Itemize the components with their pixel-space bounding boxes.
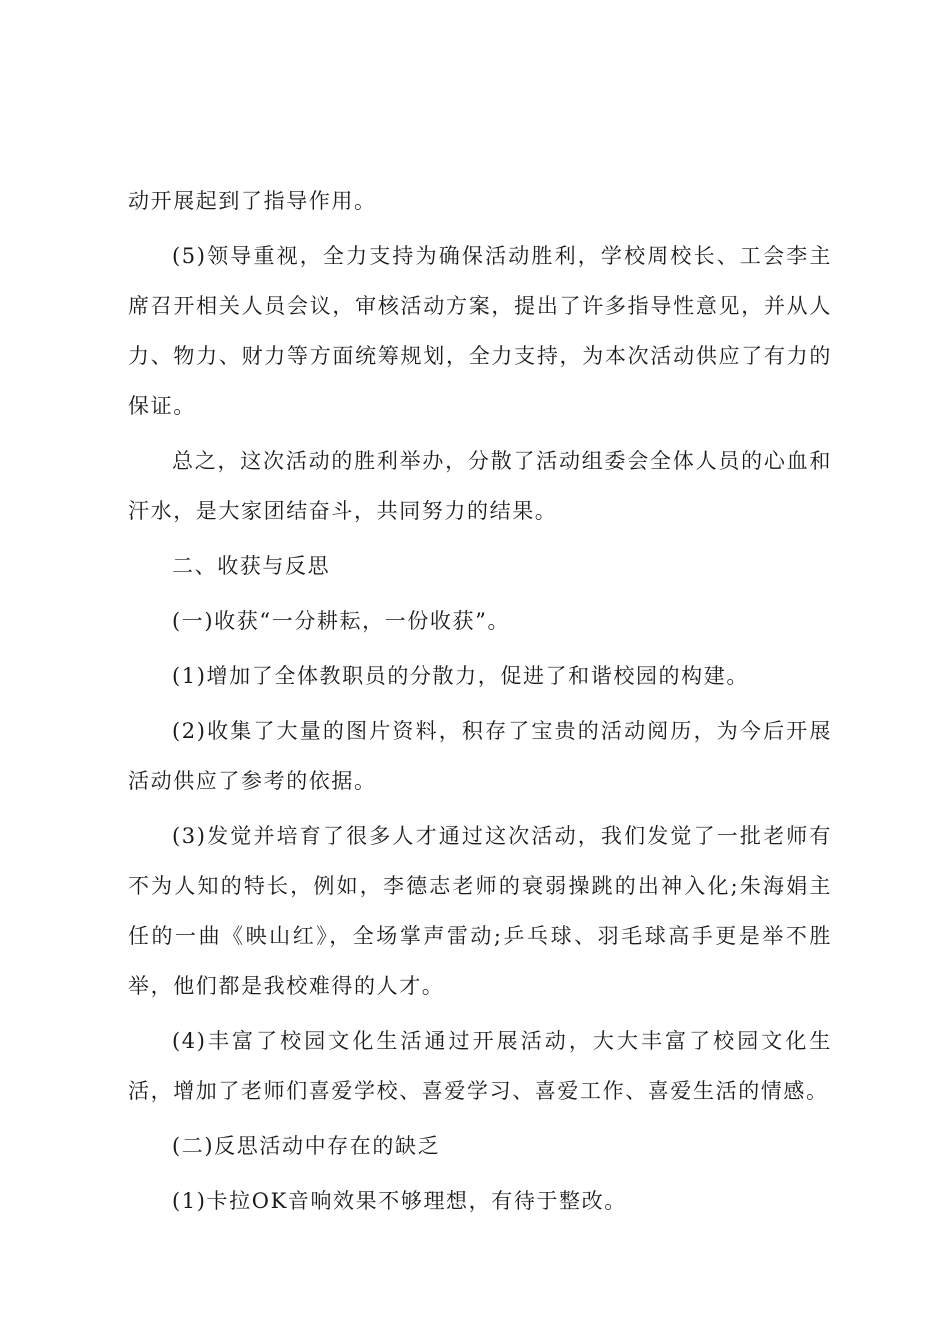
paragraph-harvest-2: (2)收集了大量的图片资料，积存了宝贵的活动阅历，为今后开展活动供应了参考的依据。 [128, 719, 832, 793]
paragraph-harvest-3: (3)发觉并培育了很多人才通过这次活动，我们发觉了一批老师有不为人知的特长，例如，李德志老师的衰弱操跳的出神入化;朱海娟主任的一曲《映山红》，全场掌声雷动;乒乓球、羽毛球高手更是举不胜举，他们都是我校难得的人才。 [128, 824, 832, 998]
section-heading-harvest-reflection: 二、收获与反思 [172, 554, 331, 578]
paragraph-reflection-1: (1)卡拉OK音响效果不够理想，有待于整改。 [172, 1189, 627, 1213]
subheading-reflection: (二)反思活动中存在的缺乏 [172, 1134, 441, 1158]
document-body [128, 176, 832, 1231]
paragraph-harvest-1: (1)增加了全体教职员的分散力，促进了和谐校园的构建。 [172, 664, 749, 688]
paragraph-continuation: 动开展起到了指导作用。 [128, 189, 377, 213]
paragraph-harvest-4: (4)丰富了校园文化生活通过开展活动，大大丰富了校园文化生活，增加了老师们喜爱学校、喜爱学习、喜爱工作、喜爱生活的情感。 [128, 1029, 832, 1103]
subheading-harvest: (一)收获“一分耕耘，一份收获”。 [172, 609, 511, 633]
paragraph-summary: 总之，这次活动的胜利举办，分散了活动组委会全体人员的心血和汗水，是大家团结奋斗，共同努力的结果。 [128, 449, 832, 523]
paragraph-leadership-support: (5)领导重视，全力支持为确保活动胜利，学校周校长、工会李主席召开相关人员会议，审核活动方案，提出了许多指导性意见，并从人力、物力、财力等方面统筹规划，全力支持，为本次活动供应了有力的保证。 [128, 244, 832, 418]
